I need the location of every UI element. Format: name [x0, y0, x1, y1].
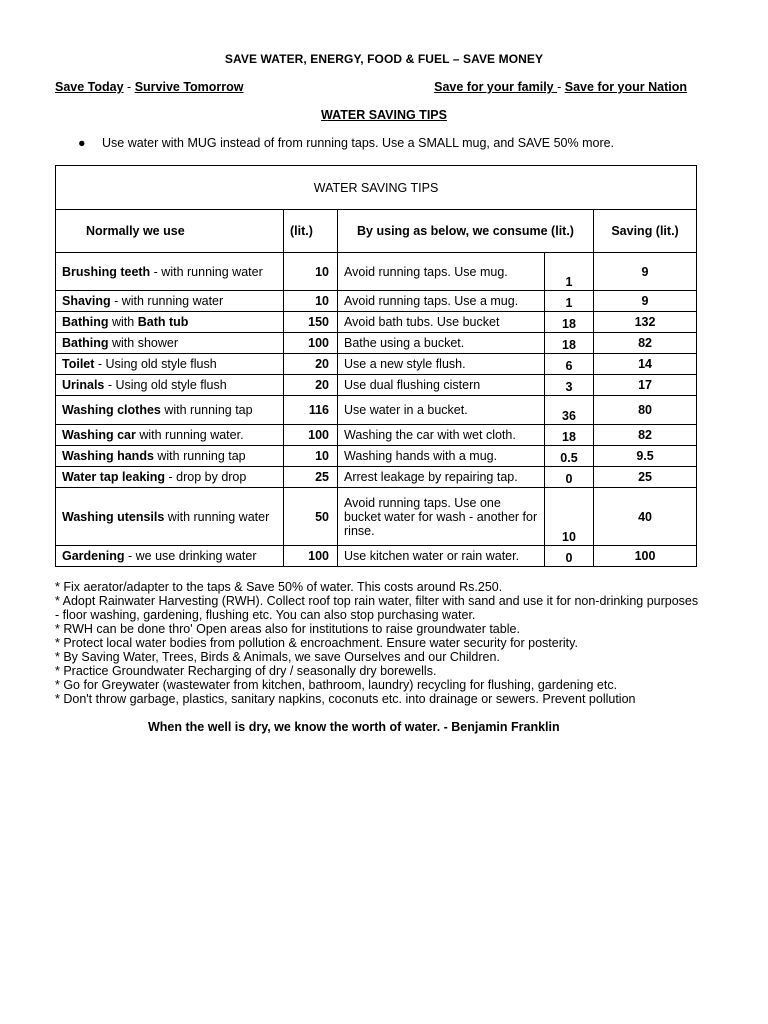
notes-section [55, 580, 705, 706]
note-item: * By Saving Water, Trees, Birds & Animals, we save Ourselves and our Children. [55, 650, 500, 664]
activity-cell [56, 546, 284, 567]
normal-usage-cell: 10 [284, 446, 338, 467]
activity-detail: with [108, 315, 138, 329]
activity-name: Gardening [62, 549, 125, 563]
alternative-cell: Use kitchen water or rain water. [338, 546, 545, 567]
saving-cell: 82 [594, 425, 697, 446]
consume-cell: 3 [545, 375, 594, 396]
saving-cell: 14 [594, 354, 697, 375]
note-item: * Adopt Rainwater Harvesting (RWH). Collect roof top rain water, filter with sand and use it for non-drinking purposes - floor washing, gardening, flushing etc. You can also stop purchasing water. [55, 594, 699, 622]
save-nation-text: Save for your Nation [564, 80, 687, 94]
activity-detail: - with running water [150, 264, 263, 279]
normal-usage-cell: 100 [284, 333, 338, 354]
saving-cell: 25 [594, 467, 697, 488]
alternative-cell: Bathe using a bucket. [338, 333, 545, 354]
table-row [56, 354, 697, 375]
note-item: * Protect local water bodies from pollution & encroachment. Ensure water security for posterity. [55, 636, 578, 650]
consume-cell: 10 [545, 488, 594, 546]
normal-usage-cell: 50 [284, 488, 338, 546]
bullet-item [78, 136, 614, 150]
alternative-cell: Avoid running taps. Use mug. [338, 253, 545, 291]
saving-cell: 9.5 [594, 446, 697, 467]
consume-cell: 36 [545, 396, 594, 425]
table-row [56, 546, 697, 567]
table-title: WATER SAVING TIPS [56, 166, 697, 210]
survive-tomorrow-text: Survive Tomorrow [134, 80, 244, 94]
note-item: * RWH can be done thro' Open areas also for institutions to raise groundwater table. [55, 622, 520, 636]
activity-cell [56, 375, 284, 396]
normal-usage-cell: 10 [284, 253, 338, 291]
consume-cell: 0 [545, 467, 594, 488]
table-row [56, 312, 697, 333]
header-saving: Saving (lit.) [594, 210, 697, 253]
activity-detail: with running tap [160, 403, 253, 417]
consume-cell: 18 [545, 333, 594, 354]
alternative-cell: Avoid running taps. Use one bucket water for wash - another for rinse. [338, 488, 545, 546]
activity-name: Bathing [62, 336, 109, 350]
consume-cell: 18 [545, 312, 594, 333]
consume-cell: 0 [545, 546, 594, 567]
consume-cell: 1 [545, 291, 594, 312]
save-family-text: Save for your family [434, 80, 558, 94]
normal-usage-cell: 116 [284, 396, 338, 425]
alternative-cell: Avoid bath tubs. Use bucket [338, 312, 545, 333]
save-today-text: Save Today [55, 80, 124, 94]
normal-usage-cell: 100 [284, 546, 338, 567]
activity-detail: with running tap [153, 449, 246, 463]
normal-usage-cell: 100 [284, 425, 338, 446]
table-header-row [56, 210, 697, 253]
quote: When the well is dry, we know the worth of water. - Benjamin Franklin [148, 720, 560, 734]
normal-usage-cell: 25 [284, 467, 338, 488]
activity-cell [56, 253, 284, 291]
normal-usage-cell: 10 [284, 291, 338, 312]
activity-cell [56, 488, 284, 546]
normal-usage-cell: 150 [284, 312, 338, 333]
saving-cell: 40 [594, 488, 697, 546]
saving-cell: 9 [594, 253, 697, 291]
table-row [56, 333, 697, 354]
activity-cell [56, 396, 284, 425]
activity-name: Washing clothes [62, 403, 161, 417]
bullet-text: Use water with MUG instead of from running taps. Use a SMALL mug, and SAVE 50% more. [102, 136, 615, 150]
table-title-row [56, 166, 697, 210]
tagline-separator: - [127, 80, 132, 94]
consume-cell: 1 [545, 253, 594, 291]
activity-name: Water tap leaking [62, 470, 166, 484]
tagline-left [55, 80, 244, 94]
alternative-cell: Use a new style flush. [338, 354, 545, 375]
alternative-cell: Use water in a bucket. [338, 396, 545, 425]
activity-detail: with running water [164, 509, 270, 524]
alternative-cell: Washing the car with wet cloth. [338, 425, 545, 446]
activity-name: Washing car [62, 428, 136, 442]
activity-cell [56, 312, 284, 333]
table-row [56, 396, 697, 425]
header-by-using: By using as below, we consume (lit.) [338, 210, 594, 253]
activity-detail: - Using old style flush [94, 357, 217, 371]
alternative-cell: Washing hands with a mug. [338, 446, 545, 467]
saving-cell: 17 [594, 375, 697, 396]
activity-name: Bathing [62, 315, 109, 329]
saving-cell: 132 [594, 312, 697, 333]
activity-detail: - Using old style flush [104, 378, 227, 392]
activity-detail: - drop by drop [165, 470, 247, 484]
saving-cell: 80 [594, 396, 697, 425]
activity-cell [56, 354, 284, 375]
tagline-right [434, 80, 687, 94]
note-item: * Go for Greywater (wastewater from kitchen, bathroom, laundry) recycling for flushing, gardening etc. [55, 678, 618, 692]
table-row [56, 375, 697, 396]
bullet-dot-icon: ● [78, 136, 86, 150]
activity-name: Washing utensils [62, 509, 165, 524]
water-saving-table [55, 165, 697, 567]
normal-usage-cell: 20 [284, 354, 338, 375]
activity-detail: - we use drinking water [124, 549, 257, 563]
page-title: SAVE WATER, ENERGY, FOOD & FUEL – SAVE MONEY [224, 52, 544, 66]
table-row [56, 467, 697, 488]
activity-name: Toilet [62, 357, 95, 371]
activity-detail: with running water. [135, 428, 244, 442]
alternative-cell: Avoid running taps. Use a mug. [338, 291, 545, 312]
note-item: * Practice Groundwater Recharging of dry / seasonally dry borewells. [55, 664, 437, 678]
table-row [56, 446, 697, 467]
alternative-cell: Use dual flushing cistern [338, 375, 545, 396]
header-normally: Normally we use [56, 210, 284, 253]
activity-detail-bold: Bath tub [137, 315, 189, 329]
activity-detail: with shower [108, 336, 179, 350]
activity-cell [56, 446, 284, 467]
table-row [56, 488, 697, 546]
saving-cell: 82 [594, 333, 697, 354]
table-row [56, 291, 697, 312]
activity-cell [56, 291, 284, 312]
tagline-separator-right: - [557, 80, 562, 94]
activity-cell [56, 333, 284, 354]
note-item: * Fix aerator/adapter to the taps & Save 50% of water. This costs around Rs.250. [55, 580, 503, 594]
saving-cell: 100 [594, 546, 697, 567]
activity-cell [56, 425, 284, 446]
alternative-cell: Arrest leakage by repairing tap. [338, 467, 545, 488]
activity-cell [56, 467, 284, 488]
activity-name: Shaving [62, 294, 111, 308]
activity-detail: - with running water [110, 294, 224, 308]
normal-usage-cell: 20 [284, 375, 338, 396]
saving-cell: 9 [594, 291, 697, 312]
header-normally-unit: (lit.) [284, 210, 338, 253]
consume-cell: 0.5 [545, 446, 594, 467]
table-row [56, 425, 697, 446]
activity-name: Brushing teeth [62, 264, 151, 279]
activity-name: Urinals [62, 378, 105, 392]
section-heading: WATER SAVING TIPS [321, 108, 447, 122]
consume-cell: 18 [545, 425, 594, 446]
consume-cell: 6 [545, 354, 594, 375]
table-row [56, 253, 697, 291]
activity-name: Washing hands [62, 449, 154, 463]
note-item: * Don't throw garbage, plastics, sanitary napkins, coconuts etc. into drainage or sewers. Prevent pollution [55, 692, 636, 706]
